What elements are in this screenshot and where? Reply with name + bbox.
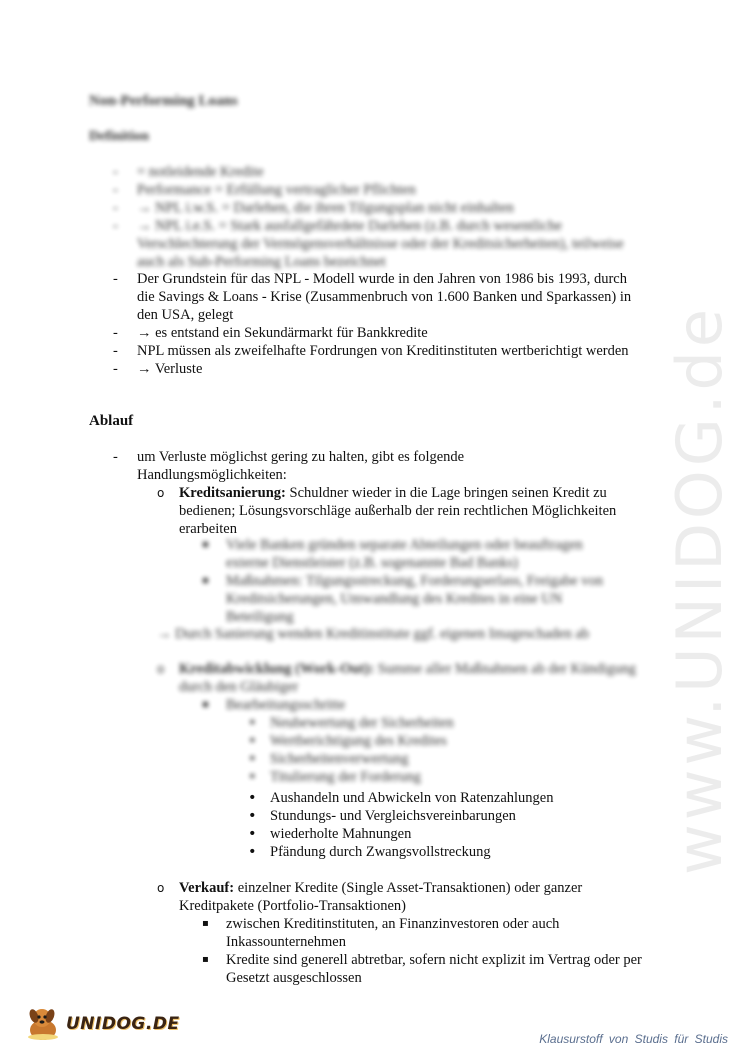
list-item: - Performance = Erfüllung vertraglicher Pflichten — [113, 182, 416, 198]
list-item: • Pfändung durch Zwangsvollstreckung — [248, 844, 491, 860]
kreditabwicklung-steps — [248, 789, 630, 861]
kreditabwicklung-blurred-steps — [248, 714, 570, 786]
footer-tagline: Klausurstoff von Studis für Studis — [539, 1032, 728, 1046]
list-item: ▪ Kredite sind generell abtretbar, sofern nicht explizit im Vertrag oder per Gesetzt ausgeschlossen — [202, 952, 642, 986]
watermark: www.UNIDOG.de — [663, 305, 736, 875]
list-item: • Sicherheitenverwertung — [248, 751, 409, 767]
kreditsanierung-label: Kreditsanierung: — [179, 485, 286, 501]
list-item: - → NPL i.e.S. = Stark ausfallgefährdete Darlehen (z.B. durch wesentliche Verschlechterung der Vermögensverhältnisse oder der Kreditsicherheiten), teilweise auch als Sub-Performing Loans bezeichnet — [113, 218, 624, 270]
verkauf-list — [202, 915, 646, 987]
circle-bullet-icon: o — [157, 881, 165, 895]
kreditsanierung-item — [157, 484, 659, 538]
definition-list — [113, 270, 647, 378]
list-item: - → NPL i.w.S. = Darlehen, die ihren Tilgungsplan nicht einhalten — [113, 200, 514, 216]
list-item: • wiederholte Mahnungen — [248, 826, 412, 842]
list-item: • Aushandeln und Abwickeln von Ratenzahlungen — [248, 790, 554, 806]
list-item: ▪ Maßnahmen: Tilgungsstreckung, Forderungserlass, Freigabe von Kreditsicherungen, Umwandlung des Kredites in eine UN Beteiligung — [202, 573, 603, 625]
definition-heading: Definition — [89, 129, 149, 144]
list-item: • Titulierung der Forderung — [248, 769, 421, 785]
list-item: - um Verluste möglichst gering zu halten, gibt es folgende Handlungsmöglichkeiten: — [113, 449, 465, 483]
ablauf-list — [113, 448, 507, 484]
circle-bullet-icon: o — [157, 486, 165, 500]
list-item: - Der Grundstein für das NPL - Modell wurde in den Jahren von 1986 bis 1993, durch die Savings & Loans - Krise (Zusammenbruch von 1.600 Banken und Sparkassen) in den USA, gelegt — [113, 271, 632, 323]
list-item: ▪ Bearbeitungsschritte — [202, 697, 346, 713]
ablauf-heading: Ablauf — [89, 413, 134, 429]
kreditabwicklung-sublist — [202, 696, 526, 714]
list-item: - → Verluste — [113, 361, 203, 377]
verkauf-label: Verkauf: — [179, 880, 235, 896]
verkauf-text: einzelner Kredite (Single Asset-Transaktionen) oder ganzer Kreditpakete (Portfolio-Transaktionen) — [179, 880, 583, 914]
list-item: ▪ Viele Banken gründen separate Abteilungen oder beauftragen externe Dienstleister (z.B. sogenannte Bad Banks) — [202, 537, 583, 571]
list-item: - = notleidende Kredite — [113, 164, 264, 180]
definition-blurred-list — [113, 163, 637, 271]
list-item: - NPL müssen als zweifelhafte Fordrungen von Kreditinstituten wertberichtigt werden — [113, 343, 629, 359]
logo-text: UNIDOG.DE — [66, 1014, 180, 1034]
verkauf-item — [157, 879, 649, 915]
kreditsanierung-text: Schuldner wieder in die Lage bringen seinen Kredit zu bedienen; Lösungsvorschläge außerhalb der rein rechtlichen Möglichkeiten erarbeiten — [179, 485, 617, 537]
dog-mascot-icon — [24, 1006, 62, 1042]
list-item: ▪ zwischen Kreditinstituten, an Finanzinvestoren oder auch Inkassounternehmen — [202, 916, 560, 950]
unidog-logo — [24, 1004, 180, 1044]
kreditsanierung-note: → Durch Sanierung wenden Kreditinstitute ggf. eigenen Imageschaden ab — [157, 626, 590, 642]
list-item: • Stundungs- und Vergleichsvereinbarungen — [248, 808, 516, 824]
list-item: • Wertberichtigung des Kredites — [248, 733, 447, 749]
list-item: • Neubewertung der Sicherheiten — [248, 715, 454, 731]
kreditabwicklung-item: o Kreditabwicklung (Work-Out): Summe aller Maßnahmen ab der Kündigung durch den Gläubiger — [157, 661, 636, 695]
list-item: - → es entstand ein Sekundärmarkt für Bankkredite — [113, 325, 428, 341]
page-title: Non-Performing Loans — [89, 93, 238, 109]
kreditsanierung-blurred-list — [202, 536, 626, 626]
